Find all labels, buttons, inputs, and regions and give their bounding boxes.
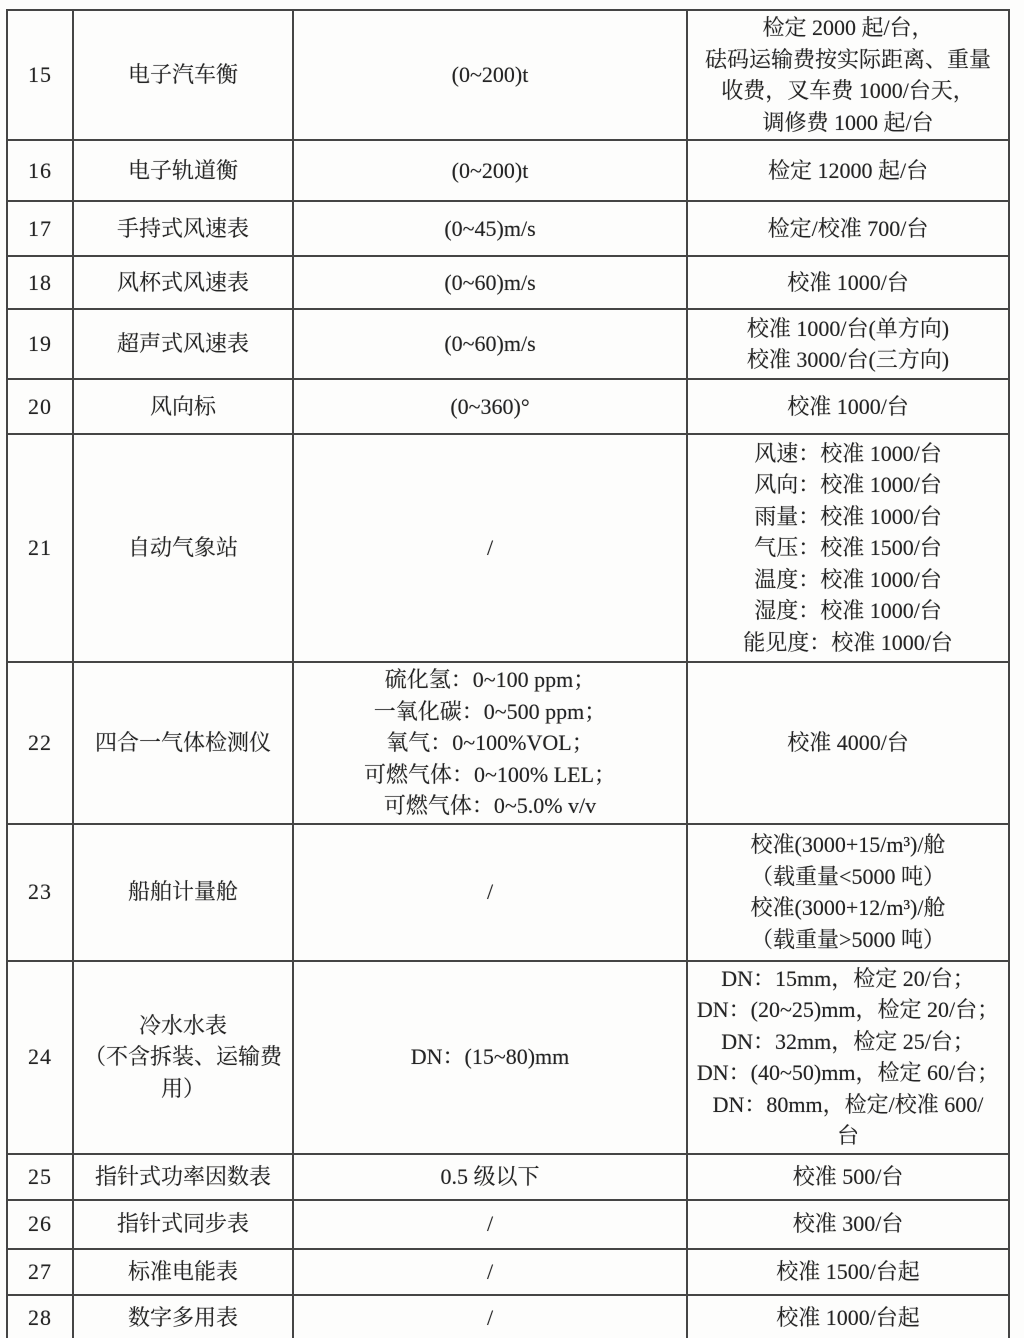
- measuring-range-line: /: [486, 1211, 494, 1237]
- row-number-line: 22: [28, 730, 52, 755]
- table-row: [7, 662, 1009, 824]
- measuring-range-line: /: [486, 535, 494, 561]
- measuring-range-line: 一氧化碳：0~500 ppm；: [373, 698, 607, 724]
- measuring-range-cell: [293, 1295, 687, 1338]
- measuring-range-cell: [293, 201, 687, 256]
- row-number-line: 18: [28, 269, 52, 295]
- item-name-cell: [73, 1200, 293, 1249]
- measuring-range-line: DN：(15~80)mm: [410, 1044, 570, 1070]
- measuring-range-line: (0~200)t: [451, 62, 529, 88]
- measuring-range-cell: [293, 662, 687, 824]
- measuring-range-cell: [293, 140, 687, 201]
- fee-description-cell: [687, 1295, 1009, 1338]
- measuring-range-cell: [293, 379, 687, 434]
- item-name-line: 用）: [160, 1075, 205, 1101]
- fee-description-cell: [687, 1249, 1009, 1295]
- row-number-cell: [7, 961, 73, 1154]
- item-name-line: 指针式同步表: [116, 1211, 249, 1237]
- item-name-cell: [73, 379, 293, 434]
- fee-description-cell: [687, 379, 1009, 434]
- row-number-cell: [7, 10, 73, 140]
- measuring-range-line: 可燃气体：0~100% LEL；: [363, 761, 617, 787]
- item-name-cell: [73, 309, 293, 379]
- fee-description-line: 校准 300/台: [792, 1211, 904, 1237]
- measuring-range-line: /: [486, 879, 494, 905]
- fee-description-line: 雨量：校准 1000/台: [754, 503, 942, 529]
- row-number-line: 16: [28, 157, 52, 183]
- measuring-range-cell: [293, 10, 687, 140]
- fee-description-cell: [687, 309, 1009, 379]
- item-name-cell: [73, 434, 293, 662]
- fee-description-line: 校准 1500/台起: [776, 1258, 920, 1284]
- fee-table: [6, 9, 1010, 1338]
- fee-description-line: 校准 1000/台: [787, 269, 909, 295]
- table-row: [7, 309, 1009, 379]
- row-number-cell: [7, 1295, 73, 1338]
- item-name-line: 自动气象站: [127, 535, 238, 561]
- measuring-range-line: 氧气：0~100%VOL；: [386, 730, 594, 755]
- item-name-cell: [73, 10, 293, 140]
- item-name-line: 超声式风速表: [116, 331, 249, 357]
- fee-description-line: 湿度：校准 1000/台: [754, 598, 942, 624]
- fee-description-line: 风向：校准 1000/台: [754, 472, 942, 498]
- table-body: [7, 10, 1009, 1338]
- row-number-line: 17: [28, 215, 52, 241]
- table-row: [7, 961, 1009, 1154]
- measuring-range-cell: [293, 1249, 687, 1295]
- fee-description-line: 台: [836, 1123, 859, 1148]
- measuring-range-cell: [293, 824, 687, 961]
- fee-description-line: 气压：校准 1500/台: [754, 535, 942, 561]
- fee-description-line: 校准 1000/台起: [776, 1305, 920, 1331]
- fee-description-line: 校准 500/台: [792, 1163, 904, 1189]
- fee-description-cell: [687, 961, 1009, 1154]
- item-name-line: 船舶计量舱: [127, 879, 238, 905]
- row-number-cell: [7, 140, 73, 201]
- table-row: [7, 10, 1009, 140]
- table-row: [7, 1154, 1009, 1200]
- item-name-line: 指针式功率因数表: [94, 1163, 271, 1189]
- row-number-cell: [7, 662, 73, 824]
- measuring-range-line: (0~45)m/s: [444, 215, 536, 241]
- measuring-range-line: 可燃气体：0~5.0% v/v: [383, 793, 597, 818]
- fee-description-line: 砝码运输费按实际距离、重量: [704, 46, 991, 72]
- measuring-range-cell: [293, 1154, 687, 1200]
- row-number-line: 20: [28, 393, 52, 419]
- row-number-cell: [7, 379, 73, 434]
- measuring-range-line: (0~200)t: [451, 157, 529, 183]
- fee-description-line: 校准 1000/台: [787, 393, 909, 419]
- table-row: [7, 434, 1009, 662]
- fee-description-line: 校准 1000/台(单方向): [746, 315, 950, 341]
- item-name-line: 数字多用表: [127, 1305, 238, 1331]
- row-number-line: 21: [28, 535, 52, 561]
- row-number-line: 15: [28, 62, 52, 88]
- item-name-line: 风杯式风速表: [116, 269, 249, 295]
- measuring-range-cell: [293, 256, 687, 309]
- fee-description-cell: [687, 140, 1009, 201]
- item-name-cell: [73, 662, 293, 824]
- row-number-cell: [7, 309, 73, 379]
- table-row: [7, 379, 1009, 434]
- fee-description-cell: [687, 201, 1009, 256]
- fee-description-line: 校准 3000/台(三方向): [746, 347, 950, 372]
- fee-description-line: DN：(20~25)mm，检定 20/台；: [696, 997, 1000, 1022]
- measuring-range-cell: [293, 309, 687, 379]
- item-name-cell: [73, 140, 293, 201]
- item-name-cell: [73, 201, 293, 256]
- item-name-line: 标准电能表: [127, 1258, 238, 1284]
- item-name-cell: [73, 1249, 293, 1295]
- item-name-cell: [73, 1154, 293, 1200]
- row-number-line: 23: [28, 879, 52, 905]
- row-number-line: 19: [28, 331, 52, 357]
- measuring-range-line: 0.5 级以下: [440, 1163, 540, 1189]
- measuring-range-cell: [293, 1200, 687, 1249]
- fee-description-line: 风速：校准 1000/台: [754, 440, 942, 466]
- item-name-line: 电子轨道衡: [127, 157, 238, 183]
- table-row: [7, 201, 1009, 256]
- table-row: [7, 256, 1009, 309]
- fee-description-cell: [687, 434, 1009, 662]
- row-number-cell: [7, 824, 73, 961]
- item-name-cell: [73, 824, 293, 961]
- fee-description-cell: [687, 256, 1009, 309]
- fee-description-line: 检定 2000 起/台，: [762, 15, 934, 40]
- row-number-line: 24: [28, 1044, 52, 1070]
- measuring-range-line: 硫化氢：0~100 ppm；: [384, 667, 596, 692]
- item-name-line: 冷水水表: [138, 1012, 227, 1038]
- row-number-cell: [7, 256, 73, 309]
- table-row: [7, 140, 1009, 201]
- row-number-line: 28: [28, 1305, 52, 1331]
- fee-description-cell: [687, 1200, 1009, 1249]
- measuring-range-cell: [293, 434, 687, 662]
- fee-description-line: 校准(3000+15/m³)/舱: [750, 832, 946, 857]
- row-number-cell: [7, 1249, 73, 1295]
- row-number-cell: [7, 201, 73, 256]
- item-name-cell: [73, 961, 293, 1154]
- item-name-line: 风向标: [149, 393, 216, 419]
- measuring-range-line: (0~360)°: [450, 393, 530, 419]
- fee-description-line: 能见度：校准 1000/台: [743, 629, 953, 655]
- row-number-line: 27: [28, 1258, 52, 1284]
- fee-description-line: （载重量<5000 吨）: [751, 863, 945, 889]
- table-row: [7, 1295, 1009, 1338]
- fee-description-line: 检定 12000 起/台: [767, 157, 929, 183]
- table-row: [7, 824, 1009, 961]
- item-name-line: 电子汽车衡: [127, 62, 238, 88]
- item-name-line: 四合一气体检测仪: [94, 730, 271, 755]
- row-number-line: 26: [28, 1211, 52, 1237]
- item-name-cell: [73, 1295, 293, 1338]
- fee-description-line: DN：(40~50)mm，检定 60/台；: [696, 1060, 1000, 1085]
- measuring-range-line: /: [486, 1258, 494, 1284]
- fee-description-line: （载重量>5000 吨）: [751, 926, 945, 952]
- fee-description-cell: [687, 824, 1009, 961]
- fee-description-line: DN：32mm，检定 25/台；: [721, 1028, 975, 1054]
- measuring-range-line: (0~60)m/s: [444, 331, 536, 357]
- row-number-cell: [7, 1200, 73, 1249]
- table-row: [7, 1200, 1009, 1249]
- fee-description-line: 检定/校准 700/台: [767, 215, 929, 241]
- item-name-cell: [73, 256, 293, 309]
- fee-description-cell: [687, 662, 1009, 824]
- fee-description-cell: [687, 1154, 1009, 1200]
- measuring-range-line: (0~60)m/s: [444, 269, 536, 295]
- row-number-cell: [7, 1154, 73, 1200]
- item-name-line: （不含拆装、运输费: [83, 1044, 282, 1070]
- row-number-line: 25: [28, 1163, 52, 1189]
- item-name-line: 手持式风速表: [116, 215, 249, 241]
- fee-description-line: 调修费 1000 起/台: [762, 109, 934, 135]
- fee-description-line: 校准 4000/台: [787, 730, 909, 755]
- fee-description-line: DN：80mm，检定/校准 600/: [712, 1091, 984, 1117]
- fee-description-line: 温度：校准 1000/台: [754, 566, 942, 592]
- fee-description-line: 校准(3000+12/m³)/舱: [750, 895, 946, 920]
- table-row: [7, 1249, 1009, 1295]
- measuring-range-line: /: [486, 1305, 494, 1331]
- measuring-range-cell: [293, 961, 687, 1154]
- fee-description-cell: [687, 10, 1009, 140]
- row-number-cell: [7, 434, 73, 662]
- fee-description-line: DN：15mm，检定 20/台；: [721, 965, 975, 991]
- fee-description-line: 收费，叉车费 1000/台天，: [721, 78, 975, 103]
